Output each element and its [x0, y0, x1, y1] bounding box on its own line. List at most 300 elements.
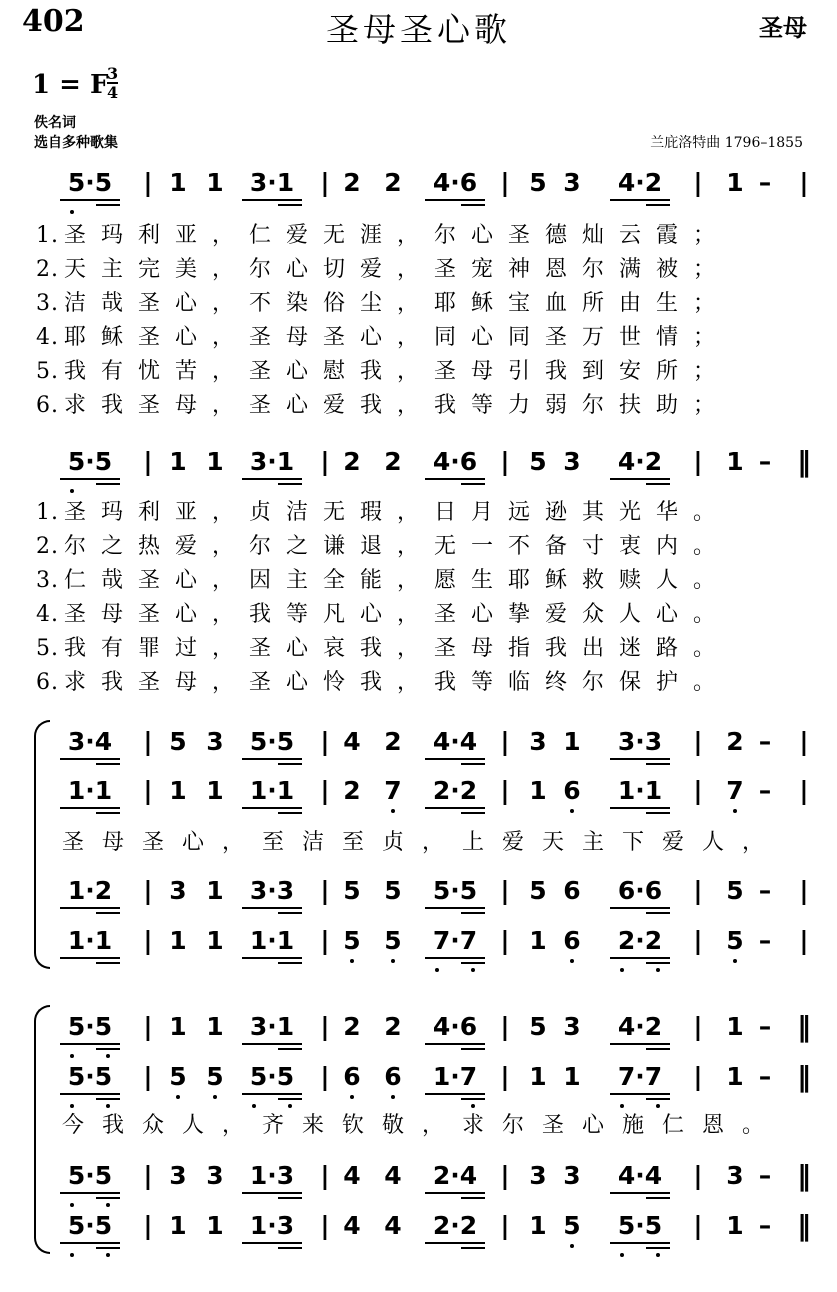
note: 1·1 [617, 776, 663, 805]
verse-line [36, 597, 730, 631]
barline: | [693, 1161, 703, 1190]
note: 3 [169, 876, 187, 905]
beam-underline-second [96, 1098, 120, 1100]
refrain1-tenor [0, 876, 837, 916]
barline: | [320, 1211, 330, 1240]
verse-text: 耶稣圣心，圣母圣心，同心同圣万世情； [64, 325, 731, 350]
octave-dot [656, 968, 660, 972]
note: 1 [563, 1062, 581, 1091]
beam-underline-second [646, 1098, 670, 1100]
octave-dot [570, 809, 574, 813]
beam-underline-second [646, 1247, 670, 1249]
beam-underline [60, 1043, 120, 1045]
note: 1 [169, 1012, 187, 1041]
note: – [758, 727, 772, 756]
barline: | [693, 1062, 703, 1091]
octave-dot [350, 1095, 354, 1099]
barline: | [693, 447, 703, 476]
beam-underline-second [96, 1048, 120, 1050]
note: 1·3 [249, 1211, 295, 1240]
barline: | [693, 727, 703, 756]
note: 1 [169, 776, 187, 805]
octave-dot [656, 1253, 660, 1257]
verse-line [36, 252, 730, 286]
note: 1·1 [249, 776, 295, 805]
beam-underline-second [646, 812, 670, 814]
barline: | [500, 447, 510, 476]
note: 4·6 [432, 1012, 478, 1041]
beam-underline [425, 758, 485, 760]
beam-underline [60, 907, 120, 909]
octave-dot [570, 1244, 574, 1248]
barline: | [320, 727, 330, 756]
verse-number: 3. [36, 568, 59, 593]
note: 1 [206, 926, 224, 955]
beam-underline-second [278, 763, 302, 765]
verses-first-half [36, 218, 730, 422]
note: 3 [529, 1161, 547, 1190]
note: 5 [343, 926, 361, 955]
verse-text: 求我圣母，圣心爱我，我等力弱尔扶助； [64, 393, 731, 418]
beam-underline-second [96, 812, 120, 814]
note: 2 [343, 168, 361, 197]
source-credit: 选自多种歌集 [34, 135, 118, 151]
note: 5·5 [249, 1062, 295, 1091]
verse-text: 圣玛利亚，仁爱无涯，尔心圣德灿云霞； [64, 223, 731, 248]
refrain2-lyric: 今我众人，齐来钦敬，求尔圣心施仁恩。 [62, 1113, 783, 1138]
barline: ‖ [797, 1159, 811, 1192]
beam-underline [425, 807, 485, 809]
octave-dot [106, 1203, 110, 1207]
note: 1 [529, 1211, 547, 1240]
note: 5·5 [249, 727, 295, 756]
barline: | [320, 1012, 330, 1041]
beam-underline-second [278, 204, 302, 206]
note: 6 [563, 776, 581, 805]
note: 5 [529, 1012, 547, 1041]
verse-number: 5. [36, 359, 59, 384]
beam-underline-second [278, 912, 302, 914]
note: – [758, 168, 772, 197]
barline: | [500, 168, 510, 197]
beam-underline [242, 1043, 302, 1045]
note: 4 [343, 1161, 361, 1190]
note: 4·2 [617, 168, 663, 197]
note: 5·5 [67, 1062, 113, 1091]
note: 2 [343, 776, 361, 805]
beam-underline [425, 1242, 485, 1244]
beam-underline [425, 199, 485, 201]
barline: ‖ [797, 445, 811, 478]
verse-text: 圣母圣心，我等凡心，圣心挚爱众人心。 [64, 602, 731, 627]
octave-dot [620, 1253, 624, 1257]
beam-underline [60, 807, 120, 809]
note: 1 [206, 1012, 224, 1041]
refrain1-bass [0, 926, 837, 966]
octave-dot [213, 1095, 217, 1099]
verse-number: 2. [36, 257, 59, 282]
note: 1 [206, 168, 224, 197]
note: 3 [169, 1161, 187, 1190]
barline: | [320, 1161, 330, 1190]
note: 1 [206, 776, 224, 805]
octave-dot [391, 809, 395, 813]
note: 3·1 [249, 447, 295, 476]
beam-underline-second [461, 204, 485, 206]
note: 7·7 [617, 1062, 663, 1091]
time-signature [107, 66, 118, 100]
note: 1 [726, 1062, 744, 1091]
beam-underline [425, 957, 485, 959]
refrain2-alto [0, 1062, 837, 1102]
verse-line [36, 495, 730, 529]
beam-underline [610, 907, 670, 909]
melody-line-2 [0, 447, 837, 487]
verse-number: 2. [36, 534, 59, 559]
verse-number: 6. [36, 670, 59, 695]
beam-underline-second [96, 1247, 120, 1249]
beam-underline [425, 907, 485, 909]
beam-underline [425, 478, 485, 480]
beam-underline-second [96, 962, 120, 964]
octave-dot [733, 809, 737, 813]
note: 5 [206, 1062, 224, 1091]
note: 2 [384, 447, 402, 476]
beam-underline-second [461, 483, 485, 485]
note: 1 [169, 926, 187, 955]
note: 1 [206, 876, 224, 905]
verse-line [36, 529, 730, 563]
verse-number: 5. [36, 636, 59, 661]
beam-underline-second [278, 1197, 302, 1199]
beam-underline [610, 1043, 670, 1045]
note: 1 [206, 447, 224, 476]
beam-underline [242, 957, 302, 959]
note: 5 [563, 1211, 581, 1240]
note: 1 [726, 1211, 744, 1240]
note: 1 [726, 168, 744, 197]
beam-underline-second [278, 962, 302, 964]
note: 5·5 [67, 1211, 113, 1240]
beam-underline-second [461, 1048, 485, 1050]
lyricist-credit: 佚名词 [34, 115, 76, 131]
octave-dot [570, 959, 574, 963]
note: 2·2 [432, 776, 478, 805]
note: 3 [563, 1012, 581, 1041]
note: 2 [384, 168, 402, 197]
beam-underline-second [461, 763, 485, 765]
note: 2 [726, 727, 744, 756]
barline: | [320, 876, 330, 905]
beam-underline-second [461, 962, 485, 964]
octave-dot [350, 959, 354, 963]
verse-number: 4. [36, 325, 59, 350]
note: 4 [384, 1161, 402, 1190]
beam-underline [242, 807, 302, 809]
barline: | [500, 727, 510, 756]
note: 1 [529, 776, 547, 805]
note: 1 [529, 926, 547, 955]
beam-underline [610, 957, 670, 959]
barline: | [799, 876, 809, 905]
note: 3 [206, 727, 224, 756]
barline: | [500, 776, 510, 805]
barline: | [143, 876, 153, 905]
note: 7 [384, 776, 402, 805]
melody-line-1 [0, 168, 837, 208]
beam-underline [242, 758, 302, 760]
beam-underline-second [278, 812, 302, 814]
barline: | [799, 926, 809, 955]
beam-underline [242, 1192, 302, 1194]
note: – [758, 447, 772, 476]
beam-underline-second [278, 1247, 302, 1249]
barline: | [143, 776, 153, 805]
beam-underline-second [646, 204, 670, 206]
verse-text: 求我圣母，圣心怜我，我等临终尔保护。 [64, 670, 731, 695]
barline: | [500, 926, 510, 955]
octave-dot [70, 1054, 74, 1058]
note: 5 [726, 876, 744, 905]
note: 4·2 [617, 447, 663, 476]
octave-dot [70, 489, 74, 493]
note: 5 [384, 926, 402, 955]
note: 4·4 [432, 727, 478, 756]
refrain2-soprano [0, 1012, 837, 1052]
verse-number: 4. [36, 602, 59, 627]
refrain2-bass [0, 1211, 837, 1251]
beam-underline-second [461, 912, 485, 914]
note: 4·6 [432, 447, 478, 476]
barline: | [320, 926, 330, 955]
note: – [758, 776, 772, 805]
hymn-category: 圣母 [759, 13, 807, 42]
octave-dot [435, 968, 439, 972]
note: 2 [384, 1012, 402, 1041]
barline: | [143, 926, 153, 955]
note: 3 [563, 168, 581, 197]
verse-line [36, 563, 730, 597]
note: 3·3 [617, 727, 663, 756]
barline: | [320, 1062, 330, 1091]
note: 4 [384, 1211, 402, 1240]
note: 1·7 [432, 1062, 478, 1091]
note: 1·1 [67, 926, 113, 955]
barline: | [320, 776, 330, 805]
beam-underline-second [461, 1247, 485, 1249]
note: 5·5 [67, 1012, 113, 1041]
verse-line [36, 631, 730, 665]
note: 2·2 [432, 1211, 478, 1240]
barline: | [693, 926, 703, 955]
barline: ‖ [797, 1060, 811, 1093]
beam-underline-second [278, 1098, 302, 1100]
beam-underline-second [646, 483, 670, 485]
note: 3·4 [67, 727, 113, 756]
beam-underline-second [278, 1048, 302, 1050]
barline: | [143, 1161, 153, 1190]
note: 1 [169, 168, 187, 197]
note: 6·6 [617, 876, 663, 905]
note: 3 [563, 447, 581, 476]
beam-underline [425, 1093, 485, 1095]
note: 3·1 [249, 168, 295, 197]
verse-line [36, 388, 730, 422]
verse-text: 洁哉圣心，不染俗尘，耶稣宝血所由生； [64, 291, 731, 316]
note: – [758, 1211, 772, 1240]
beam-underline-second [646, 763, 670, 765]
barline: | [143, 168, 153, 197]
beam-underline-second [461, 812, 485, 814]
note: 1·1 [249, 926, 295, 955]
beam-underline-second [461, 1197, 485, 1199]
note: 3·3 [249, 876, 295, 905]
note: 4·6 [432, 168, 478, 197]
octave-dot [391, 1095, 395, 1099]
note: 5 [529, 447, 547, 476]
note: 2 [384, 727, 402, 756]
beam-underline-second [96, 763, 120, 765]
beam-underline [60, 478, 120, 480]
beam-underline [242, 1093, 302, 1095]
octave-dot [471, 968, 475, 972]
verse-number: 3. [36, 291, 59, 316]
barline: | [143, 727, 153, 756]
note: 4·4 [617, 1161, 663, 1190]
beam-underline [60, 957, 120, 959]
barline: | [799, 776, 809, 805]
beam-underline [242, 1242, 302, 1244]
note: 2·2 [617, 926, 663, 955]
note: 7·7 [432, 926, 478, 955]
note: 6 [343, 1062, 361, 1091]
barline: | [320, 447, 330, 476]
verse-number: 6. [36, 393, 59, 418]
barline: | [693, 876, 703, 905]
barline: | [693, 168, 703, 197]
beam-underline [60, 1192, 120, 1194]
note: 2 [343, 1012, 361, 1041]
time-top: 3 [107, 64, 119, 83]
barline: | [143, 1062, 153, 1091]
beam-underline [60, 1093, 120, 1095]
note: 1 [726, 447, 744, 476]
note: – [758, 1062, 772, 1091]
beam-underline-second [96, 912, 120, 914]
verse-text: 天主完美，尔心切爱，圣宠神恩尔满被； [64, 257, 731, 282]
note: 1 [726, 1012, 744, 1041]
beam-underline [610, 1192, 670, 1194]
octave-dot [106, 1054, 110, 1058]
barline: | [693, 776, 703, 805]
note: – [758, 876, 772, 905]
barline: | [143, 1012, 153, 1041]
note: 5 [529, 876, 547, 905]
note: – [758, 1161, 772, 1190]
verse-line [36, 286, 730, 320]
note: 1 [169, 1211, 187, 1240]
note: 4 [343, 727, 361, 756]
barline: | [693, 1012, 703, 1041]
verse-number: 1. [36, 500, 59, 525]
octave-dot [70, 1203, 74, 1207]
note: 3 [726, 1161, 744, 1190]
barline: | [143, 447, 153, 476]
note: – [758, 1012, 772, 1041]
beam-underline [610, 1242, 670, 1244]
refrain1-lyric: 圣母圣心，至洁至贞，上爱天主下爱人， [62, 830, 783, 855]
beam-underline [610, 758, 670, 760]
verse-text: 尔之热爱，尔之谦退，无一不备寸衷内。 [64, 534, 731, 559]
note: 5·5 [67, 1161, 113, 1190]
note: 5 [529, 168, 547, 197]
beam-underline [425, 1043, 485, 1045]
barline: | [320, 168, 330, 197]
note: 4 [343, 1211, 361, 1240]
verse-line [36, 320, 730, 354]
note: 5 [726, 926, 744, 955]
beam-underline-second [646, 962, 670, 964]
note: 5 [169, 727, 187, 756]
beam-underline-second [278, 483, 302, 485]
note: 1 [169, 447, 187, 476]
note: 1·1 [67, 776, 113, 805]
note: 5·5 [67, 168, 113, 197]
note: 5·5 [67, 447, 113, 476]
note: 3 [206, 1161, 224, 1190]
barline: | [500, 1211, 510, 1240]
note: 6 [384, 1062, 402, 1091]
barline: | [799, 168, 809, 197]
beam-underline-second [646, 912, 670, 914]
refrain2-tenor [0, 1161, 837, 1201]
beam-underline-second [96, 204, 120, 206]
hymn-title: 圣母圣心歌 [326, 10, 511, 49]
beam-underline [610, 1093, 670, 1095]
beam-underline-second [646, 1197, 670, 1199]
barline: | [500, 1161, 510, 1190]
beam-underline [60, 199, 120, 201]
beam-underline [425, 1192, 485, 1194]
octave-dot [733, 959, 737, 963]
octave-dot [176, 1095, 180, 1099]
note: 1 [563, 727, 581, 756]
note: 5 [384, 876, 402, 905]
beam-underline [242, 907, 302, 909]
beam-underline [610, 807, 670, 809]
note: 1·3 [249, 1161, 295, 1190]
refrain1-soprano [0, 727, 837, 767]
note: 4·2 [617, 1012, 663, 1041]
note: – [758, 926, 772, 955]
beam-underline-second [96, 1197, 120, 1199]
barline: | [143, 1211, 153, 1240]
note: 3 [563, 1161, 581, 1190]
octave-dot [70, 210, 74, 214]
verse-text: 我有忧苦，圣心慰我，圣母引我到安所； [64, 359, 731, 384]
refrain1-alto [0, 776, 837, 816]
note: 7 [726, 776, 744, 805]
barline: | [500, 1012, 510, 1041]
note: 3 [529, 727, 547, 756]
beam-underline-second [96, 483, 120, 485]
note: 3·1 [249, 1012, 295, 1041]
barline: | [500, 1062, 510, 1091]
barline: | [799, 727, 809, 756]
note: 5·5 [617, 1211, 663, 1240]
note: 5 [343, 876, 361, 905]
octave-dot [106, 1253, 110, 1257]
